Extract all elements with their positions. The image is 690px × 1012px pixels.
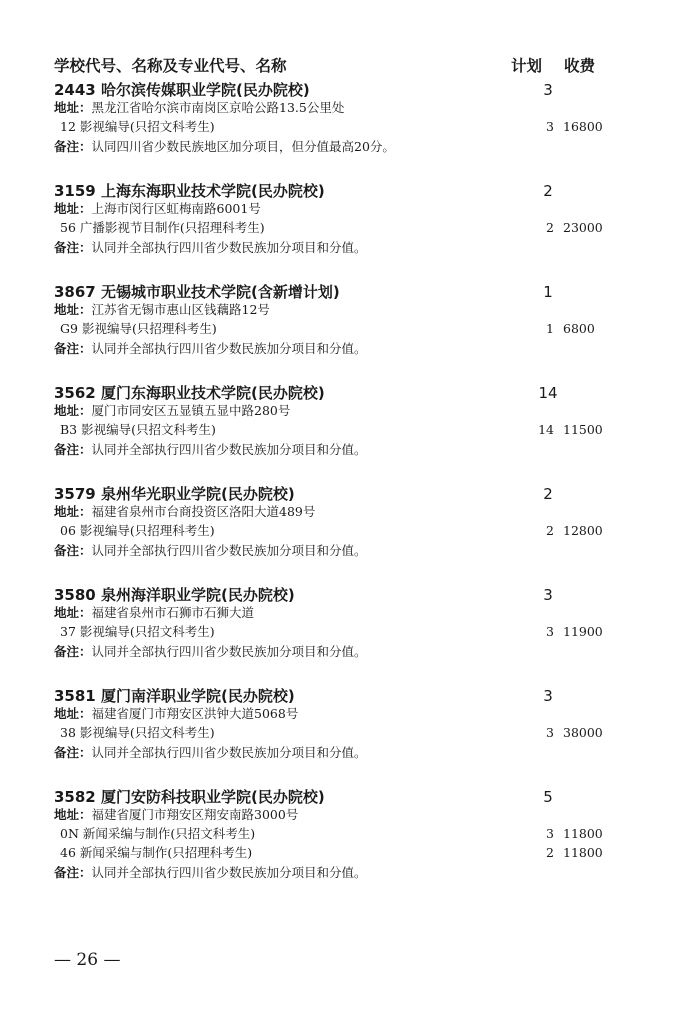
major-plan: 3 bbox=[546, 624, 554, 639]
major-name: 影视编导(只招文科考生) bbox=[79, 119, 215, 134]
school-note-line bbox=[54, 743, 367, 763]
major-fee: 16800 bbox=[563, 119, 603, 134]
address-label: 地址： bbox=[54, 302, 92, 317]
major-fee: 11900 bbox=[563, 624, 603, 639]
school-note-line bbox=[54, 440, 367, 460]
major-plan: 2 bbox=[546, 220, 554, 235]
school-title bbox=[54, 787, 553, 807]
major-code: 37 bbox=[60, 624, 76, 639]
school-entry bbox=[54, 585, 654, 686]
school-code: 2443 bbox=[54, 81, 96, 99]
school-entry bbox=[54, 383, 654, 484]
school-name: 无锡城市职业技术学院(含新增计划) bbox=[100, 283, 340, 301]
address-label: 地址： bbox=[54, 807, 92, 822]
school-entry bbox=[54, 484, 654, 585]
major-code: 0N bbox=[60, 826, 79, 841]
major-name: 新闻采编与制作(只招文科考生) bbox=[82, 826, 256, 841]
header-school-column: 学校代号、名称及专业代号、名称 bbox=[54, 57, 287, 75]
school-address: 福建省厦门市翔安区洪钟大道5068号 bbox=[91, 706, 299, 721]
school-address-line bbox=[54, 98, 344, 118]
major-fee: 11500 bbox=[563, 422, 603, 437]
major-plan: 3 bbox=[546, 725, 554, 740]
major-code: B3 bbox=[60, 422, 78, 437]
school-title bbox=[54, 585, 553, 605]
note-label: 备注： bbox=[54, 240, 92, 255]
major-plan: 2 bbox=[546, 845, 554, 860]
school-title bbox=[54, 686, 553, 706]
school-address: 福建省泉州市石狮市石狮大道 bbox=[91, 605, 255, 620]
school-title bbox=[54, 282, 553, 302]
school-address: 福建省泉州市台商投资区洛阳大道489号 bbox=[91, 504, 316, 519]
major-plan: 3 bbox=[546, 119, 554, 134]
school-address-line bbox=[54, 199, 261, 219]
school-title bbox=[54, 80, 553, 100]
major-name: 广播影视节目制作(只招理科考生) bbox=[79, 220, 265, 235]
school-plan: 14 bbox=[538, 384, 558, 402]
school-address: 厦门市同安区五显镇五显中路280号 bbox=[91, 403, 291, 418]
page-number: — 26 — bbox=[54, 950, 121, 970]
note-label: 备注： bbox=[54, 442, 92, 457]
school-entry bbox=[54, 787, 654, 888]
school-note: 认同并全部执行四川省少数民族加分项目和分值。 bbox=[91, 865, 367, 880]
school-code: 3867 bbox=[54, 283, 96, 301]
note-label: 备注： bbox=[54, 745, 92, 760]
school-note-line bbox=[54, 863, 367, 883]
major-fee: 11800 bbox=[563, 845, 603, 860]
school-address-line bbox=[54, 300, 270, 320]
school-plan: 3 bbox=[543, 81, 553, 99]
school-note: 认同并全部执行四川省少数民族加分项目和分值。 bbox=[91, 341, 367, 356]
major-name: 影视编导(只招理科考生) bbox=[81, 321, 217, 336]
major-fee: 38000 bbox=[563, 725, 603, 740]
major-row bbox=[60, 622, 603, 642]
note-label: 备注： bbox=[54, 644, 92, 659]
school-address: 上海市闵行区虹梅南路6001号 bbox=[91, 201, 261, 216]
major-code: G9 bbox=[60, 321, 78, 336]
school-address: 江苏省无锡市惠山区钱藕路12号 bbox=[91, 302, 270, 317]
school-name: 上海东海职业技术学院(民办院校) bbox=[100, 182, 325, 200]
school-code: 3581 bbox=[54, 687, 96, 705]
major-row bbox=[60, 723, 603, 743]
school-note: 认同并全部执行四川省少数民族加分项目和分值。 bbox=[91, 644, 367, 659]
major-row bbox=[60, 117, 603, 137]
school-entry bbox=[54, 282, 654, 383]
major-row bbox=[60, 824, 603, 844]
major-fee: 6800 bbox=[563, 321, 595, 336]
school-note: 认同并全部执行四川省少数民族加分项目和分值。 bbox=[91, 240, 367, 255]
major-plan: 2 bbox=[546, 523, 554, 538]
school-note: 认同四川省少数民族地区加分项目，但分值最高20分。 bbox=[91, 139, 395, 154]
school-name: 厦门东海职业技术学院(民办院校) bbox=[100, 384, 325, 402]
school-plan: 3 bbox=[543, 586, 553, 604]
school-plan: 3 bbox=[543, 687, 553, 705]
school-code: 3580 bbox=[54, 586, 96, 604]
school-code: 3159 bbox=[54, 182, 96, 200]
major-row bbox=[60, 218, 603, 238]
major-fee: 23000 bbox=[563, 220, 603, 235]
school-code: 3582 bbox=[54, 788, 96, 806]
major-row bbox=[60, 420, 603, 440]
school-address-line bbox=[54, 401, 290, 421]
school-entry bbox=[54, 181, 654, 282]
school-note: 认同并全部执行四川省少数民族加分项目和分值。 bbox=[91, 543, 367, 558]
major-plan: 1 bbox=[546, 321, 554, 336]
school-address-line bbox=[54, 502, 315, 522]
school-plan: 2 bbox=[543, 182, 553, 200]
note-label: 备注： bbox=[54, 341, 92, 356]
address-label: 地址： bbox=[54, 706, 92, 721]
address-label: 地址： bbox=[54, 403, 92, 418]
school-name: 厦门南洋职业学院(民办院校) bbox=[100, 687, 295, 705]
major-code: 12 bbox=[60, 119, 76, 134]
major-code: 46 bbox=[60, 845, 76, 860]
school-note-line bbox=[54, 137, 395, 157]
major-name: 影视编导(只招文科考生) bbox=[79, 624, 215, 639]
school-name: 哈尔滨传媒职业学院(民办院校) bbox=[100, 81, 310, 99]
header-plan-column: 计划 bbox=[511, 57, 543, 75]
school-list bbox=[54, 80, 654, 888]
major-fee: 11800 bbox=[563, 826, 603, 841]
note-label: 备注： bbox=[54, 865, 92, 880]
table-header bbox=[54, 54, 654, 76]
major-code: 56 bbox=[60, 220, 76, 235]
school-note-line bbox=[54, 339, 367, 359]
school-address: 福建省厦门市翔安区翔安南路3000号 bbox=[91, 807, 299, 822]
school-plan: 5 bbox=[543, 788, 553, 806]
school-address-line bbox=[54, 603, 254, 623]
major-name: 新闻采编与制作(只招理科考生) bbox=[79, 845, 253, 860]
school-note: 认同并全部执行四川省少数民族加分项目和分值。 bbox=[91, 745, 367, 760]
address-label: 地址： bbox=[54, 100, 92, 115]
major-plan: 3 bbox=[546, 826, 554, 841]
school-name: 泉州海洋职业学院(民办院校) bbox=[100, 586, 295, 604]
school-code: 3562 bbox=[54, 384, 96, 402]
school-address-line bbox=[54, 704, 298, 724]
school-name: 泉州华光职业学院(民办院校) bbox=[100, 485, 295, 503]
school-address: 黑龙江省哈尔滨市南岗区京哈公路13.5公里处 bbox=[91, 100, 345, 115]
school-title bbox=[54, 484, 553, 504]
school-plan: 1 bbox=[543, 283, 553, 301]
school-note-line bbox=[54, 238, 367, 258]
school-address-line bbox=[54, 805, 298, 825]
address-label: 地址： bbox=[54, 605, 92, 620]
school-name: 厦门安防科技职业学院(民办院校) bbox=[100, 788, 325, 806]
school-code: 3579 bbox=[54, 485, 96, 503]
school-title bbox=[54, 383, 558, 403]
school-note: 认同并全部执行四川省少数民族加分项目和分值。 bbox=[91, 442, 367, 457]
major-row bbox=[60, 521, 603, 541]
major-row bbox=[60, 843, 603, 863]
school-note-line bbox=[54, 642, 367, 662]
school-note-line bbox=[54, 541, 367, 561]
school-plan: 2 bbox=[543, 485, 553, 503]
address-label: 地址： bbox=[54, 504, 92, 519]
school-entry bbox=[54, 80, 654, 181]
major-fee: 12800 bbox=[563, 523, 603, 538]
major-plan: 14 bbox=[538, 422, 554, 437]
address-label: 地址： bbox=[54, 201, 92, 216]
header-fee-column: 收费 bbox=[564, 57, 596, 75]
major-name: 影视编导(只招文科考生) bbox=[79, 725, 215, 740]
major-name: 影视编导(只招理科考生) bbox=[79, 523, 215, 538]
major-code: 38 bbox=[60, 725, 76, 740]
note-label: 备注： bbox=[54, 543, 92, 558]
school-title bbox=[54, 181, 553, 201]
major-code: 06 bbox=[60, 523, 76, 538]
major-name: 影视编导(只招文科考生) bbox=[81, 422, 216, 437]
school-entry bbox=[54, 686, 654, 787]
note-label: 备注： bbox=[54, 139, 92, 154]
major-row bbox=[60, 319, 595, 339]
